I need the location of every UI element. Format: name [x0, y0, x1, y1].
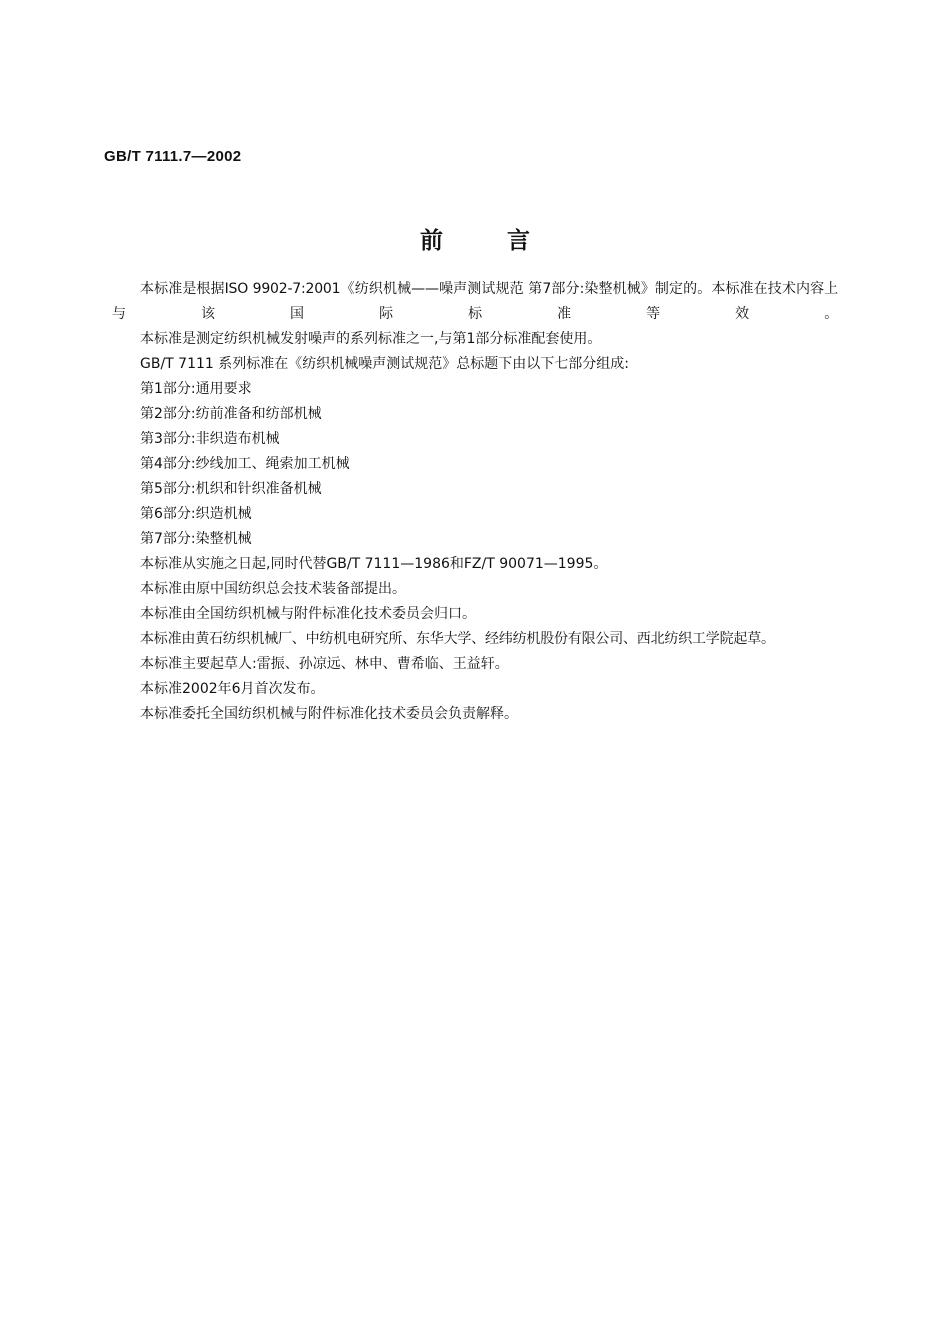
paragraph-replacement: 本标准从实施之日起,同时代替GB/T 7111—1986和FZ/T 90071—1995。 — [140, 556, 608, 572]
list-item-part-5: 第5部分:机织和针织准备机械 — [140, 481, 322, 497]
page-title: 前言 — [420, 228, 594, 254]
list-item-part-2: 第2部分:纺前准备和纺部机械 — [140, 406, 322, 422]
paragraph-basis: 本标准是根据ISO 9902-7:2001《纺织机械——噪声测试规范 第7部分:染整机械》制定的。本标准在技术内容上与该国际标准等效。 — [112, 281, 838, 322]
paragraph-drafters: 本标准主要起草人:雷振、孙凉远、林申、曹希临、王益轩。 — [140, 656, 509, 672]
paragraph-administrator: 本标准由全国纺织机械与附件标准化技术委员会归口。 — [140, 606, 476, 622]
list-item-part-6: 第6部分:织造机械 — [140, 506, 252, 522]
list-item-part-4: 第4部分:纱线加工、绳索加工机械 — [140, 456, 350, 472]
list-item-part-3: 第3部分:非织造布机械 — [140, 431, 280, 447]
list-item-part-7: 第7部分:染整机械 — [140, 531, 252, 547]
paragraph-proposer: 本标准由原中国纺织总会技术装备部提出。 — [140, 581, 406, 597]
list-item-part-1: 第1部分:通用要求 — [140, 381, 252, 397]
paragraph-interpretation: 本标准委托全国纺织机械与附件标准化技术委员会负责解释。 — [140, 706, 518, 722]
paragraph-series: 本标准是测定纺织机械发射噪声的系列标准之一,与第1部分标准配套使用。 — [140, 331, 602, 347]
paragraph-first-release: 本标准2002年6月首次发布。 — [140, 681, 325, 697]
foreword-body — [112, 277, 838, 727]
paragraph-drafting-units: 本标准由黄石纺织机械厂、中纺机电研究所、东华大学、经纬纺机股份有限公司、西北纺织工学院起草。 — [140, 631, 775, 647]
document-code: GB/T 7111.7—2002 — [104, 148, 242, 165]
paragraph-composition: GB/T 7111 系列标准在《纺织机械噪声测试规范》总标题下由以下七部分组成: — [140, 356, 629, 372]
